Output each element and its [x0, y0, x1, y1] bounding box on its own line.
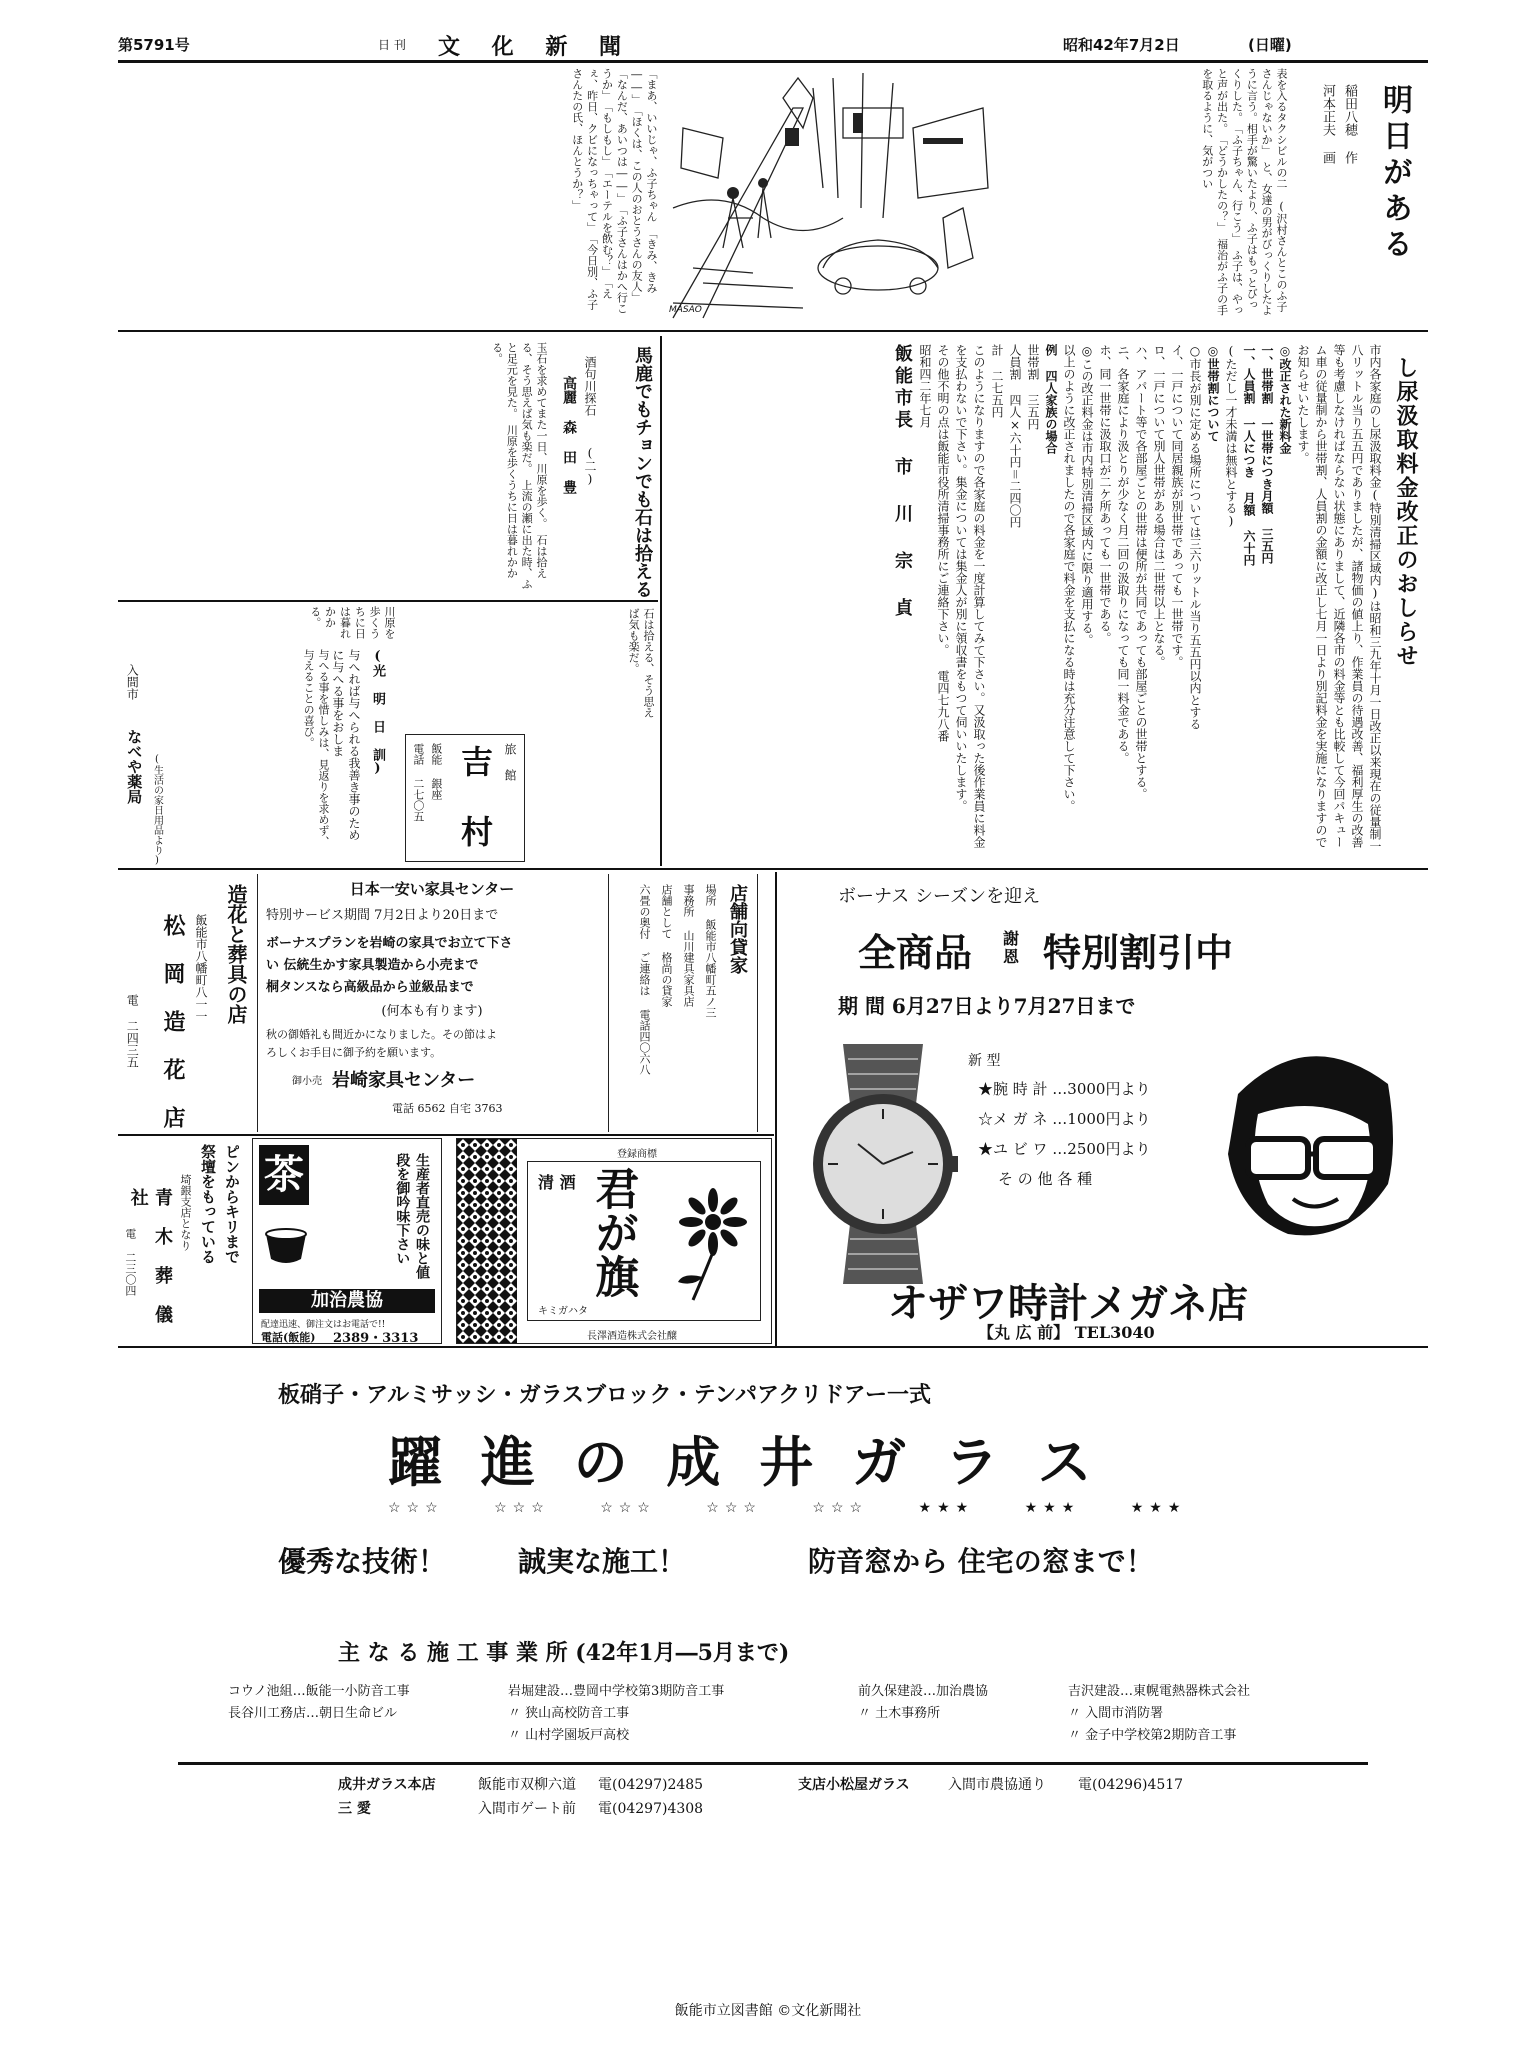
ryokan-ad: [405, 604, 655, 866]
serial-title-block: [1298, 64, 1428, 324]
flower-shop-ad: [118, 874, 258, 1132]
notice-title: し尿汲取料金改正のおしらせ: [1393, 356, 1419, 668]
glass-works-title: 主 な る 施 工 事 業 所 (42年1月―5月まで): [338, 1640, 790, 1666]
glass-work-7: 吉沢建設…東幌電熱器株式会社: [1068, 1684, 1251, 1699]
glass-stars: ☆☆☆ ☆☆☆ ☆☆☆ ☆☆☆ ☆☆☆ ★★★ ★★★ ★★★: [388, 1500, 1187, 1516]
glass-hq-name: 成井ガラス本店: [338, 1777, 436, 1793]
sake-label-box: [527, 1161, 761, 1321]
glass-sanai-name: 三 愛: [338, 1801, 371, 1817]
glass-branch-addr: 入間市農協通り: [948, 1777, 1046, 1793]
paper-title: 文 化 新 聞: [438, 34, 633, 60]
flower-phone: 電 二四三五: [125, 994, 140, 1068]
glass-work-5: 前久保建設…加治農協: [858, 1684, 989, 1699]
sake-kana: キミガハタ: [538, 1306, 588, 1317]
serial-illustration: [663, 68, 993, 323]
serial-text-left: 「まあ、いいじゃ、ふ子ちゃん 「きみ、きみ――」 「ほくは、この人のおとうさんの友人」 「なんだ、あいつは――」 「ふ子さんはかへ行こうか」 「もしもし」 「エーテルを飲む？」 「えぇ、昨日、クビになっちゃって」 「今日別、ふ子さんたの氏、ほんとうか？」: [570, 68, 658, 314]
furniture-phone: 電話 6562 自宅 3763: [392, 1102, 503, 1115]
daily-label: 日 刊: [378, 38, 406, 52]
chrysanthemum-icon: [673, 1182, 753, 1302]
teacup-icon: [261, 1219, 311, 1269]
funeral-phone: 電 二三〇四: [123, 1228, 137, 1296]
tea-coop-ad: [252, 1138, 442, 1344]
pharmacy-name: なべや薬局: [125, 729, 144, 804]
ryokan-side-text: 石は拾える、そう思えば気も楽だ。: [627, 608, 655, 718]
sake-badge: 登録商標: [617, 1149, 657, 1160]
furniture-title: 日本一安い家具センター: [349, 880, 515, 898]
ryokan-address: 飯能 銀座: [429, 743, 443, 800]
glass-work-6: 〃 土木事務所: [858, 1706, 941, 1721]
notice-divider: [660, 336, 662, 866]
glass-work-9: 〃 金子中学校第2期防音工事: [1068, 1728, 1237, 1743]
glass-company-ad: [118, 1350, 1428, 1960]
glass-slogan-2: 誠実な施工！: [518, 1545, 687, 1578]
glass-work-4: 〃 山村学園坂戸高校: [508, 1728, 630, 1743]
proverb-part: (二): [583, 446, 597, 486]
rental-rooms: 六畳の奥付 ご連絡は 電話四〇六八: [638, 884, 651, 1075]
funeral-branch: 埼銀支店となり: [179, 1174, 192, 1251]
glass-hq-addr: 飯能市双柳六道: [478, 1777, 576, 1793]
furniture-line5: 秋の御婚礼も間近かになりました。その節はよ: [266, 1028, 497, 1041]
glass-work-0: コウノ池組…飯能一小防音工事: [228, 1684, 410, 1699]
serial-author: 稲田八穂 作: [1342, 84, 1357, 164]
serial-text-right: 表を入るタクシビルの二 (沢村さんとこのふ子さんじゃないか」 と、女達の男がびっくりしたように言う。相手が驚いたより、ふ子はもっとびっくりした。 「ふ子ちゃん、行こう」 ふ子は、やっと声が出た。 「どうかしたの？」 福治がふ子の手を取るように、気がつい: [1200, 68, 1288, 316]
pattern-strip: [457, 1139, 517, 1343]
koumyou-text: 与へれば与へられる我善き事のために与へる事をおしま: [330, 649, 361, 841]
tea-mark: 茶: [259, 1145, 309, 1205]
glass-hq-phone: 電(04297)2485: [598, 1777, 704, 1793]
pharmacy-city: 入間市: [125, 664, 140, 700]
archive-credit: 飯能市立図書館 ©文化新聞社: [674, 2003, 862, 2019]
ryokan-phone: 電話 二七〇五: [411, 743, 425, 822]
masthead: [118, 32, 1428, 58]
wristwatch-icon: [798, 1044, 968, 1284]
rental-ad: [608, 874, 758, 1132]
sake-maker: 長澤酒造株式会社醸: [587, 1331, 677, 1342]
section-rule-3: [118, 1346, 1428, 1348]
furniture-line6: ろしくお手目に御予約を願います。: [266, 1046, 442, 1059]
rental-office: 事務所 山川建具家具店: [682, 884, 695, 1007]
furniture-maker: 御小売: [292, 1076, 322, 1087]
issue-date: 昭和42年7月2日: [1063, 36, 1180, 54]
furniture-line1: ボーナスプランを岩崎の家具でお立て下さ: [266, 936, 513, 951]
serial-novel: [118, 64, 1428, 329]
glass-slogan-1: 優秀な技術！: [278, 1545, 447, 1578]
proverb-rule: [118, 600, 658, 602]
pharmacy-note: (生活の家日用品より): [151, 754, 163, 866]
proverb-title: 馬鹿でもチョンでも石は拾える: [632, 346, 653, 598]
glass-rule: [178, 1762, 1368, 1765]
ads-row-rule: [118, 1134, 774, 1136]
furniture-line3: 桐タンスなら高級品から並級品まで: [266, 980, 474, 995]
illustrator-signature: MASAO: [669, 305, 702, 315]
street-scene-illustration: [663, 68, 993, 323]
watch-shop-name: オザワ時計メガネ店: [888, 1281, 1248, 1327]
furniture-line4: (何本も有ります): [381, 1004, 483, 1019]
flower-headline: 造花と葬具の店: [224, 884, 248, 1024]
watch-item1: ★腕 時 計 …3000円より: [978, 1080, 1151, 1098]
funeral-line1: ピンからキリまで: [223, 1144, 241, 1264]
funeral-name: 青 木 葬 儀 社: [127, 1188, 173, 1323]
watch-lead: ボーナス シーズンを迎え: [838, 886, 1041, 907]
funeral-line2: 祭壇をもっている: [199, 1144, 217, 1264]
notice-body: 市内各家庭のし尿汲取料金(特別清掃区域内)は昭和三九年十月一日改正以来現在の従量制一八リットル当り五五円でありましたが、諸物価の値上り、作業員の待遇改善、福利厚生の改善等も考慮しなければならない状態にありまして、近隣各市の料金等とも比較して今回パキューム車の従量制から世帯割、人員割の金額に改正し七月一日より別記料金を実施になりますのでお知らせいたします。 ◎改正された新料金 一、世帯割 一世帯につき月額 三五円 一、人員割 一人につき 月額 六十円 (ただし一才未満は無料とする) ◎世帯割について ○市長が別に定める場所については三六リットル当り五五円以内とする イ、一戸について同居親族が別世帯であっても一世帯です。 ロ、一戸について別人世帯がある場合は二世帯以上となる。 ハ、アパート等で各部屋ごとの世帯は便所が共同であっても部屋ごとの世帯とする。 ニ、各家庭により汲とりが少なく月二回の汲取りになっても同一料金である。 ホ、同一世帯に汲取口が二ケ所あっても一世帯である。 ◎この改正料金は市内特別清掃区域内に限り適用する。 以上のように改正されましたので各家庭で料金を支払になる時は充分注意して下さい。 例 四人家族の場合 世帯割 三五円 人員割 四人×六十円＝二四〇円 計 二七五円 このようになりますので各家庭の料金を一度計算してみて下さい。又汲取った後作業員に料金を支払わないで下さい。集金については集金人が別に領収書をもつて伺いいたします。 その他不明の点は飯能市役所清掃事務所にご連絡下さい。 電四七九八番 昭和四二年七月 飯能市長 市 川 宗 貞: [892, 344, 1382, 852]
furniture-period: 特別サービス期間 7月2日より20日まで: [266, 908, 499, 923]
section-rule-1: [118, 330, 1428, 332]
watch-divider: [775, 872, 777, 1346]
ryokan-box: [405, 734, 525, 862]
flower-name: 松 岡 造 花 店: [160, 914, 186, 1128]
masthead-rule: [118, 60, 1428, 63]
glass-headline: 躍 進 の 成 井 ガ ラ ス: [388, 1430, 1102, 1494]
tea-phone-label: 電話(飯能): [261, 1331, 316, 1344]
koumyou-top-text: 川原を歩くうちに日は暮れかかる。: [308, 606, 396, 639]
glass-work-2: 岩堀建設…豊岡中学校第3期防音工事: [508, 1684, 725, 1699]
watch-item4: そ の 他 各 種: [998, 1170, 1093, 1188]
furniture-ad: [262, 874, 602, 1132]
koumyou-text-2: 与へる事を惜しみは、見返りを求めず、与えることの喜び。: [302, 649, 330, 847]
watch-headline-b: 謝 恩: [1003, 929, 1020, 966]
ryokan-label: 旅 館: [503, 743, 517, 781]
proverb-body: 玉石を求めてまた一日、川原を歩く。 石は拾える、そう思えば気も楽だ。 上流の瀬に出た時、ふと足元を見た。 川原を歩くうちに日は暮れかかる。: [490, 342, 548, 590]
ryokan-name: 吉 村: [456, 745, 494, 847]
proverb-subtitle: 酒句川探石: [583, 356, 597, 416]
sake-kind: 清 酒: [538, 1173, 576, 1192]
section-rule-2: [118, 868, 1428, 870]
flower-address: 飯能市八幡町八一一: [194, 914, 208, 1022]
rental-desc: 店舗として 格尚の貸家: [660, 884, 673, 1007]
glass-work-3: 〃 狭山高校防音工事: [508, 1706, 630, 1721]
koumyou-title: (光 明 日 訓): [370, 649, 385, 776]
proverb-article: [118, 336, 658, 598]
rental-place: 場所 飯能市八幡町五ノ三: [704, 884, 717, 1018]
rental-title: 店舗向貸家: [727, 884, 748, 974]
serial-illustrator: 河本正夫 画: [1320, 84, 1335, 164]
watch-headline-c: 特別割引中: [1043, 930, 1234, 975]
glass-products: 板硝子・アルミサッシ・ガラスブロック・テンパアクリドアー一式: [278, 1382, 931, 1408]
glass-slogan-3: 防音窓から 住宅の窓まで！: [808, 1545, 1154, 1578]
furniture-line2: い 伝統生かす家具製造から小売まで: [266, 958, 479, 973]
glass-sanai-addr: 入間市ゲート前: [478, 1801, 576, 1817]
sewage-fee-notice: [662, 336, 1428, 866]
glass-branch-name: 支店小松屋ガラス: [798, 1777, 910, 1793]
sake-ad: [456, 1138, 772, 1344]
tea-note: 配達迅速、御注文はお電話で!!: [261, 1320, 386, 1330]
glass-work-8: 〃 入間市消防署: [1068, 1706, 1164, 1721]
watch-item2: ☆メ ガ ネ …1000円より: [978, 1110, 1151, 1128]
glass-work-1: 長谷川工務店…朝日生命ビル: [228, 1706, 398, 1721]
glass-sanai-phone: 電(04297)4308: [598, 1801, 704, 1817]
watch-item3: ★ユ ビ ワ …2500円より: [978, 1140, 1151, 1158]
issue-number: 第5791号: [118, 36, 190, 54]
proverb-author: 高麗 森 田 豊: [561, 376, 577, 494]
watch-shop-ad: [778, 874, 1428, 1344]
serial-title: 明日がある: [1377, 84, 1412, 264]
koumyou-column: [118, 604, 400, 866]
glass-branch-phone: 電(04296)4517: [1078, 1777, 1184, 1793]
issue-weekday: (日曜): [1248, 36, 1292, 54]
funeral-ad: [118, 1138, 248, 1344]
tea-text: 生産者直売の味と値段を御吟味下さい: [394, 1153, 430, 1279]
watch-headline-a: 全商品: [858, 930, 973, 975]
furniture-name: 岩崎家具センター: [332, 1070, 476, 1091]
tea-coop-name: 加治農協: [259, 1289, 435, 1313]
watch-new-label: 新 型: [968, 1053, 1001, 1069]
watch-period: 期 間 6月27日より7月27日まで: [838, 994, 1136, 1018]
glasses-man-icon: [1198, 1034, 1418, 1254]
watch-shop-address: 【丸 広 前】 TEL3040: [978, 1323, 1155, 1342]
tea-phone: 2389・3313: [333, 1331, 419, 1346]
sake-brand: 君が旗: [587, 1166, 639, 1298]
